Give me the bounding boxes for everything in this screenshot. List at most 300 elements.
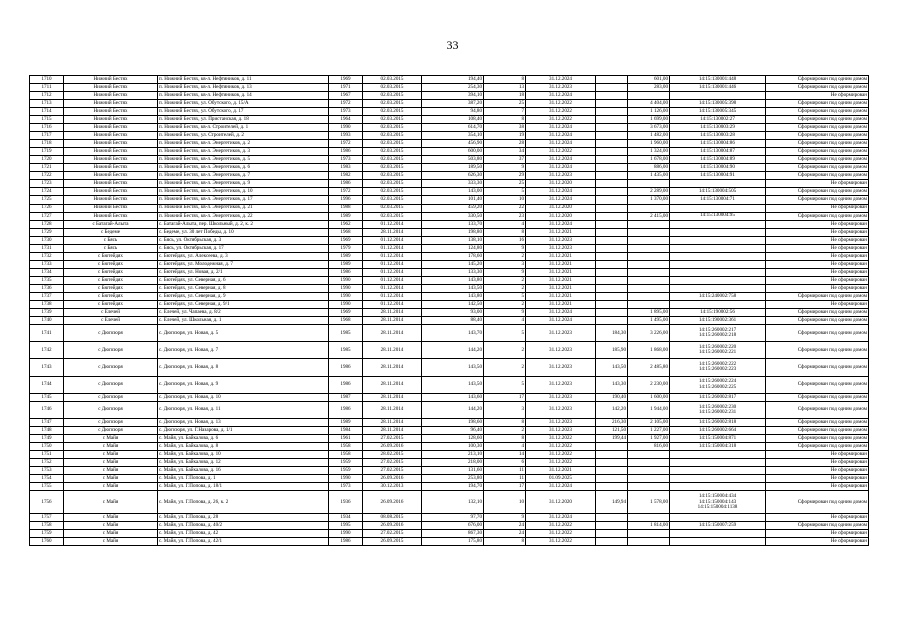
cell-row-number: 1757 [30, 514, 64, 522]
cell-address: с. Дюпсюря, ул. Новая, д. 10 [158, 393, 329, 401]
table-row [30, 459, 869, 467]
table-row [30, 220, 869, 228]
cell-build-year: 1986 [329, 268, 363, 276]
cell-build-year: 1961 [329, 435, 363, 443]
cell-cadastral-number [670, 522, 766, 530]
cell-build-year: 1968 [329, 228, 363, 236]
cell-area: 143,50 [422, 376, 484, 393]
cell-address: с. Елечей, ул. Чапаева, д. 8/2 [158, 308, 329, 316]
cell-cost: 886,00 [628, 164, 670, 172]
cell-residents: 8 [484, 116, 526, 124]
cell-cadastral-number [670, 228, 766, 236]
cadastral-number: 14:15:260002:664 [698, 426, 737, 433]
cell-inspection-date: 02.03.2015 [363, 76, 422, 84]
cell-address: п. Нижний Бестях, кв-л. Энергетиков, д. 7 [158, 172, 329, 180]
cell-cadastral-number [670, 252, 766, 260]
table-row [30, 180, 869, 188]
cell-status: Не сформирован [766, 180, 869, 188]
cell-build-year: 1983 [329, 164, 363, 172]
cell-cost [628, 292, 670, 300]
cell-cost [628, 228, 670, 236]
cell-cost: 3 673,00 [628, 124, 670, 132]
cell-build-year: 1984 [329, 426, 363, 434]
cell-build-year: 1985 [329, 324, 363, 341]
page-number: 33 [446, 38, 459, 52]
cell-cost: 1 600,00 [628, 393, 670, 401]
cell-land-area [596, 268, 628, 276]
cell-cadastral-number [670, 292, 766, 300]
cell-residents: 14 [484, 451, 526, 459]
cell-row-number: 1739 [30, 308, 64, 316]
cell-land-area [596, 100, 628, 108]
cell-status: Не сформирован [766, 268, 869, 276]
cell-inspection-date: 01.12.2014 [363, 276, 422, 284]
cell-land-area: 142,20 [596, 401, 628, 418]
cell-cost: 2 105,00 [628, 418, 670, 426]
table-row [30, 316, 869, 324]
cell-cadastral-number [670, 164, 766, 172]
cell-deadline-date: 31.12.2021 [526, 252, 596, 260]
cell-settlement: с Майя [64, 538, 158, 546]
table-row [30, 260, 869, 268]
cell-deadline-date: 31.12.2021 [526, 276, 596, 284]
cell-deadline-date: 31.12.2023 [526, 359, 596, 376]
cell-address: с. Дюпсюря, ул. Новая, д. 5 [158, 324, 329, 341]
cell-settlement: с Дюпсюря [64, 342, 158, 359]
cell-residents: 8 [484, 418, 526, 426]
table-row [30, 451, 869, 459]
cell-address: п. Нижний Бестях, ул. Строителей, д. 2 [158, 132, 329, 140]
cell-cost [628, 220, 670, 228]
cell-address: п. Нижний Бестях, кв-л. Энергетиков, д. 2 [158, 140, 329, 148]
cell-area: 145,20 [422, 260, 484, 268]
cell-row-number: 1740 [30, 316, 64, 324]
cell-cadastral-number [670, 212, 766, 220]
cell-status: Сформирован под одним домом [766, 393, 869, 401]
table-row [30, 244, 869, 252]
cell-status: Сформирован под одним домом [766, 188, 869, 196]
cell-status: Сформирован под одним домом [766, 342, 869, 359]
cell-inspection-date: 28.11.2014 [363, 418, 422, 426]
cell-address: с. Бютейдях, ул. Алексеева, д. 3 [158, 252, 329, 260]
cell-address: п. Нижний Бестях, кв-л. Нефтяников, д. 14 [158, 92, 329, 100]
cell-status: Не сформирован [766, 236, 869, 244]
cell-status: Сформирован под одним домом [766, 172, 869, 180]
cell-area: 133,30 [422, 268, 484, 276]
cell-residents: 9 [484, 268, 526, 276]
cell-area: 100,30 [422, 443, 484, 451]
cell-row-number: 1752 [30, 459, 64, 467]
cell-address: п. Нижний Бестях, кв-л. Энергетиков, д. 21 [158, 204, 329, 212]
cell-cost [628, 180, 670, 188]
table-row [30, 252, 869, 260]
table-row [30, 204, 869, 212]
cell-land-area [596, 514, 628, 522]
cell-residents: 11 [484, 475, 526, 483]
cell-address: с. Дюпсюря, ул. Г.Назарова, д. 1/1 [158, 426, 329, 434]
cell-deadline-date: 31.12.2022 [526, 100, 596, 108]
cadastral-number: 14:15:130004:89 [700, 156, 735, 163]
cell-address: с. Майя, ул. Байкалова, д. 10 [158, 451, 329, 459]
cell-status: Не сформирован [766, 530, 869, 538]
cell-inspection-date: 26.09.2016 [363, 522, 422, 530]
cell-cost: 1 578,00 [628, 491, 670, 514]
cell-row-number: 1755 [30, 483, 64, 491]
table-row [30, 188, 869, 196]
cell-build-year: 1962 [329, 220, 363, 228]
cell-row-number: 1715 [30, 116, 64, 124]
cell-area: 198,80 [422, 228, 484, 236]
cell-deadline-date: 31.12.2023 [526, 376, 596, 393]
cell-address: п. Нижний Бестях, кв-л. Энергетиков, д. 17 [158, 196, 329, 204]
cell-settlement: Нижний Бестях [64, 212, 158, 220]
cell-land-area [596, 459, 628, 467]
cell-deadline-date: 31.12.2024 [526, 188, 596, 196]
cell-cost [628, 514, 670, 522]
cell-row-number: 1724 [30, 188, 64, 196]
cell-area: 132,10 [422, 491, 484, 514]
cell-settlement: с Батагай-Алыта [64, 220, 158, 228]
cell-row-number: 1716 [30, 124, 64, 132]
cell-row-number: 1717 [30, 132, 64, 140]
cell-address: с. Бютейдях, ул. Северная, д. 6 [158, 276, 329, 284]
cell-settlement: Нижний Бестях [64, 132, 158, 140]
cell-status: Не сформирован [766, 204, 869, 212]
cell-residents: 18 [484, 92, 526, 100]
cell-residents: 25 [484, 100, 526, 108]
cell-deadline-date: 31.12.2023 [526, 418, 596, 426]
cell-cadastral-number [670, 108, 766, 116]
cell-land-area [596, 180, 628, 188]
cell-address: с. Дюпсюря, ул. Новая, д. 7 [158, 342, 329, 359]
cell-status: Не сформирован [766, 300, 869, 308]
cell-area: 330,50 [422, 212, 484, 220]
cell-land-area [596, 116, 628, 124]
cell-deadline-date: 31.12.2024 [526, 483, 596, 491]
cell-deadline-date: 31.12.2021 [526, 292, 596, 300]
cell-cost [628, 300, 670, 308]
cell-settlement: Нижний Бестях [64, 116, 158, 124]
table-row [30, 276, 869, 284]
cell-build-year: 1982 [329, 172, 363, 180]
cell-land-area [596, 188, 628, 196]
cell-row-number: 1738 [30, 300, 64, 308]
cell-area: 626,30 [422, 172, 484, 180]
cell-land-area [596, 204, 628, 212]
cell-cadastral-number [670, 236, 766, 244]
cell-cadastral-number [670, 268, 766, 276]
cell-residents: 10 [484, 491, 526, 514]
cell-residents: 10 [484, 196, 526, 204]
housing-register-table [29, 75, 869, 546]
cell-inspection-date: 01.12.2014 [363, 284, 422, 292]
cell-address: с. Дюпсюря, ул. Новая, д. 11 [158, 401, 329, 418]
cell-deadline-date: 31.12.2024 [526, 76, 596, 84]
cadastral-number: 14:15:150004:871 [698, 434, 737, 441]
cell-cost: 1 370,00 [628, 196, 670, 204]
cell-build-year: 1971 [329, 84, 363, 92]
cell-area: 194,70 [422, 483, 484, 491]
cell-deadline-date: 31.12.2020 [526, 204, 596, 212]
cell-cost: 4 404,00 [628, 100, 670, 108]
cell-cost: 1 482,00 [628, 132, 670, 140]
cell-inspection-date: 02.03.2015 [363, 108, 422, 116]
cell-row-number: 1711 [30, 84, 64, 92]
cell-land-area [596, 300, 628, 308]
cell-cadastral-number [670, 140, 766, 148]
cell-residents: 16 [484, 236, 526, 244]
cell-inspection-date: 28.11.2014 [363, 324, 422, 341]
cell-status: Сформирован под одним домом [766, 308, 869, 316]
cell-settlement: с Майя [64, 435, 158, 443]
cell-inspection-date: 02.03.2015 [363, 148, 422, 156]
cell-area: 142,50 [422, 300, 484, 308]
cell-land-area: 185,90 [596, 342, 628, 359]
cell-settlement: с Дюпсюря [64, 324, 158, 341]
table-row [30, 308, 869, 316]
cell-land-area [596, 108, 628, 116]
cell-row-number: 1729 [30, 228, 64, 236]
cell-settlement: с Дюпсюря [64, 376, 158, 393]
cell-build-year: 1990 [329, 284, 363, 292]
cell-residents: 2 [484, 300, 526, 308]
cell-cost: 1 678,00 [628, 156, 670, 164]
cell-land-area: 149,94 [596, 491, 628, 514]
table-row [30, 376, 869, 393]
cadastral-number: 14:15:190002:361 [698, 316, 737, 323]
cell-build-year: 1987 [329, 393, 363, 401]
cell-row-number: 1746 [30, 401, 64, 418]
cell-deadline-date: 31.12.2021 [526, 260, 596, 268]
cell-build-year: 1973 [329, 483, 363, 491]
cell-deadline-date: 31.12.2024 [526, 140, 596, 148]
cell-area: 143,70 [422, 324, 484, 341]
cell-area: 333,30 [422, 180, 484, 188]
cell-row-number: 1721 [30, 164, 64, 172]
cell-cadastral-number [670, 435, 766, 443]
cell-row-number: 1730 [30, 236, 64, 244]
cadastral-number: 14:15:130001:448 [698, 75, 737, 82]
cell-cadastral-number [670, 132, 766, 140]
cell-cost: 1 126,00 [628, 108, 670, 116]
cell-residents: 19 [484, 132, 526, 140]
cell-settlement: с Майя [64, 475, 158, 483]
cell-cost: 1 960,00 [628, 140, 670, 148]
cell-build-year: 1964 [329, 116, 363, 124]
cadastral-number: 14:15:260002:817 [698, 393, 737, 400]
table-row [30, 393, 869, 401]
cell-row-number: 1732 [30, 252, 64, 260]
cell-settlement: Нижний Бестях [64, 188, 158, 196]
cell-cadastral-number [670, 196, 766, 204]
cell-cadastral-number [670, 426, 766, 434]
cell-settlement: Нижний Бестях [64, 156, 158, 164]
cell-area: 600,00 [422, 148, 484, 156]
cell-address: п. Нижний Бестях, ул. Обутского, д. 17 [158, 108, 329, 116]
cell-residents: 2 [484, 426, 526, 434]
cell-row-number: 1714 [30, 108, 64, 116]
table-row [30, 116, 869, 124]
cell-deadline-date: 31.12.2024 [526, 132, 596, 140]
table-row [30, 426, 869, 434]
cell-address: п. Нижний Бестях, кв-л. Энергетиков, д. 6 [158, 164, 329, 172]
cell-land-area [596, 156, 628, 164]
cell-row-number: 1731 [30, 244, 64, 252]
cell-status: Сформирован под одним домом [766, 324, 869, 341]
table-row [30, 100, 869, 108]
cell-settlement: с Бютейдях [64, 252, 158, 260]
cell-inspection-date: 28.11.2014 [363, 426, 422, 434]
cell-row-number: 1713 [30, 100, 64, 108]
cell-settlement: с Майя [64, 459, 158, 467]
cell-cadastral-number [670, 467, 766, 475]
cell-cost: 601,00 [628, 76, 670, 84]
cell-cost: 2 415,00 [628, 212, 670, 220]
cell-build-year: 1989 [329, 252, 363, 260]
cell-address: с. Майя, ул. Байкалова, д. 6 [158, 435, 329, 443]
cell-row-number: 1718 [30, 140, 64, 148]
table-row [30, 212, 869, 220]
cell-row-number: 1720 [30, 156, 64, 164]
cell-build-year: 1985 [329, 342, 363, 359]
cell-deadline-date: 31.12.2024 [526, 316, 596, 324]
cell-settlement: Нижний Бестях [64, 204, 158, 212]
cell-row-number: 1759 [30, 530, 64, 538]
cell-cadastral-number [670, 342, 766, 359]
cell-cost [628, 204, 670, 212]
cell-settlement: с Майя [64, 530, 158, 538]
cell-build-year: 1959 [329, 459, 363, 467]
cell-area: 133,70 [422, 220, 484, 228]
cell-build-year: 1990 [329, 124, 363, 132]
cell-deadline-date: 31.12.2020 [526, 212, 596, 220]
cell-address: с. Бютейдях, ул. Новая, д. 2/1 [158, 268, 329, 276]
cell-address: с. Дюпсюря, ул. Новая, д. 9 [158, 376, 329, 393]
cell-build-year: 1993 [329, 132, 363, 140]
cell-status: Сформирован под одним домом [766, 522, 869, 530]
cell-status: Сформирован под одним домом [766, 100, 869, 108]
cell-row-number: 1745 [30, 393, 64, 401]
cell-area: 143,60 [422, 393, 484, 401]
cell-cost: 283,00 [628, 84, 670, 92]
cadastral-number: 14:15:130004:90 [700, 164, 735, 171]
cell-inspection-date: 02.03.2015 [363, 212, 422, 220]
cell-area: 503,80 [422, 156, 484, 164]
cell-status: Сформирован под одним домом [766, 401, 869, 418]
cell-address: с. Майя, ул. Г.Попова, д. 18/1 [158, 483, 329, 491]
cell-inspection-date: 26.09.2016 [363, 491, 422, 514]
cell-address: п. Нижний Бестях, кв-л. Нефтяников, д. 13 [158, 84, 329, 92]
cell-residents: 23 [484, 212, 526, 220]
cell-address: с. Бясь, ул. Октябрьская, д. 17 [158, 244, 329, 252]
cell-address: с. Бютейдях, ул. Северная, д. 8 [158, 284, 329, 292]
cell-cadastral-number [670, 443, 766, 451]
cadastral-number: 14:15:130003:28 [700, 132, 735, 139]
cell-inspection-date: 02.03.2015 [363, 100, 422, 108]
cell-cadastral-number [670, 156, 766, 164]
cell-address: п. Нижний Бестях, кв-л. Энергетиков, д. 22 [158, 212, 329, 220]
cell-settlement: Нижний Бестях [64, 180, 158, 188]
cell-inspection-date: 28.11.2014 [363, 376, 422, 393]
cell-build-year: 1934 [329, 514, 363, 522]
cell-residents: 2 [484, 252, 526, 260]
cell-inspection-date: 02.03.2015 [363, 196, 422, 204]
table-row [30, 292, 869, 300]
cell-area: 101,40 [422, 196, 484, 204]
cell-inspection-date: 27.02.2015 [363, 530, 422, 538]
cell-settlement: с Майя [64, 467, 158, 475]
cell-build-year: 1990 [329, 475, 363, 483]
cell-residents: 9 [484, 244, 526, 252]
cell-inspection-date: 01.12.2014 [363, 236, 422, 244]
cell-build-year: 1986 [329, 538, 363, 546]
cell-status: Сформирован под одним домом [766, 292, 869, 300]
cell-area: 194,40 [422, 76, 484, 84]
cell-cost [628, 284, 670, 292]
cell-inspection-date: 02.03.2015 [363, 140, 422, 148]
cell-build-year: 1986 [329, 376, 363, 393]
cell-area: 144,20 [422, 401, 484, 418]
cell-land-area [596, 316, 628, 324]
table-row [30, 359, 869, 376]
cell-area: 614,70 [422, 124, 484, 132]
cadastral-number: 14:15:150004:434 [698, 493, 737, 500]
cell-deadline-date: 31.12.2022 [526, 530, 596, 538]
cell-inspection-date: 27.02.2015 [363, 467, 422, 475]
cell-deadline-date: 31.12.2024 [526, 156, 596, 164]
cell-residents: 5 [484, 324, 526, 341]
cell-residents: 9 [484, 308, 526, 316]
cell-land-area [596, 132, 628, 140]
table-row [30, 530, 869, 538]
cell-area: 143,50 [422, 359, 484, 376]
cell-settlement: Нижний Бестях [64, 76, 158, 84]
cell-area: 676,00 [422, 522, 484, 530]
cadastral-number: 14:15:260002:221 [698, 349, 737, 356]
cell-address: с. Майя, ул. Байкалова, д. 8 [158, 443, 329, 451]
cadastral-number: 14:15:130001:446 [698, 83, 737, 90]
cell-cadastral-number [670, 316, 766, 324]
cell-residents: 24 [484, 530, 526, 538]
cell-build-year: 1986 [329, 359, 363, 376]
cell-row-number: 1734 [30, 268, 64, 276]
cell-cost: 1 495,00 [628, 316, 670, 324]
cell-residents: 22 [484, 204, 526, 212]
cell-settlement: с Майя [64, 451, 158, 459]
cell-land-area [596, 443, 628, 451]
table-row [30, 435, 869, 443]
cell-row-number: 1743 [30, 359, 64, 376]
cell-deadline-date: 31.12.2021 [526, 268, 596, 276]
cell-build-year: 1990 [329, 276, 363, 284]
cell-status: Не сформирован [766, 538, 869, 546]
cell-build-year: 1969 [329, 308, 363, 316]
cell-cadastral-number [670, 92, 766, 100]
cell-area: 88,40 [422, 316, 484, 324]
table-row [30, 418, 869, 426]
cell-status: Не сформирован [766, 260, 869, 268]
table-row [30, 401, 869, 418]
cell-inspection-date: 02.03.2015 [363, 180, 422, 188]
cadastral-number: 14:15:260002:223 [698, 366, 737, 373]
cell-status: Сформирован под одним домом [766, 116, 869, 124]
cell-inspection-date: 26.09.2015 [363, 538, 422, 546]
cell-residents: 5 [484, 376, 526, 393]
cell-cadastral-number [670, 76, 766, 84]
cell-row-number: 1754 [30, 475, 64, 483]
cell-row-number: 1722 [30, 172, 64, 180]
cell-cadastral-number [670, 491, 766, 514]
